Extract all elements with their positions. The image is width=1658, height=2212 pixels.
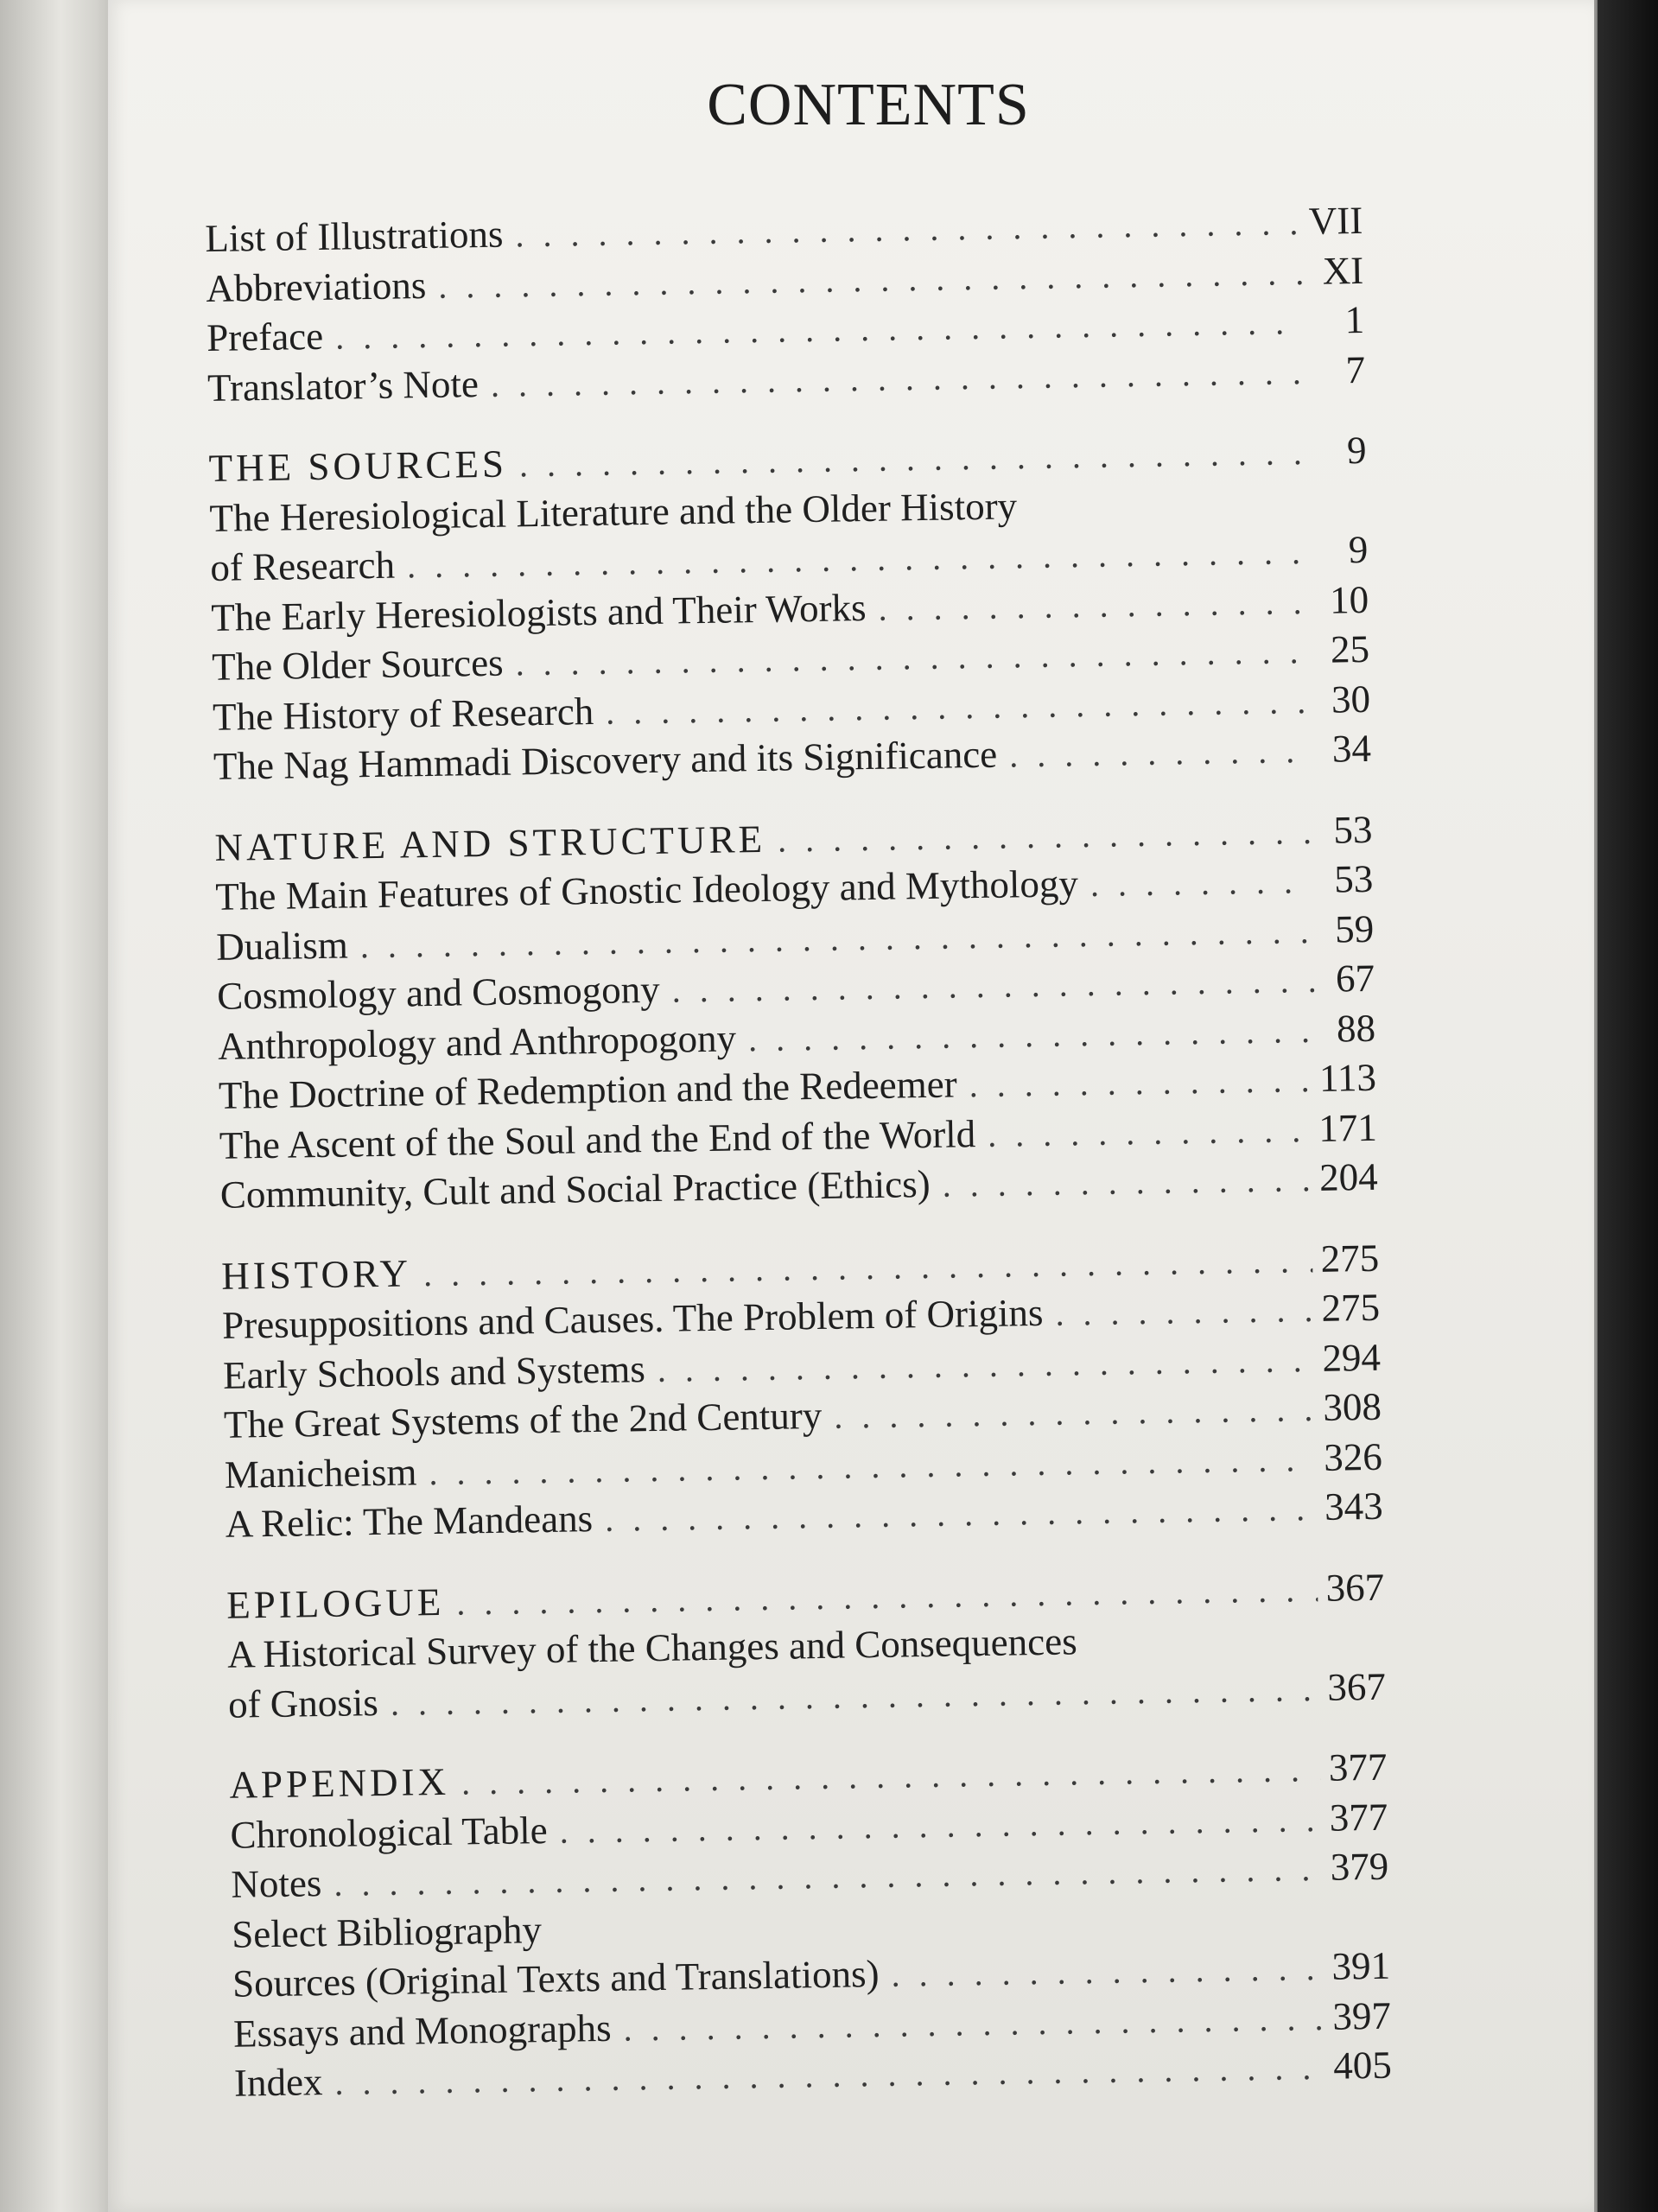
page-title: CONTENTS (707, 72, 1030, 138)
leader-dots (988, 1105, 1311, 1160)
toc-entry-label: Select Bibliography (231, 1907, 543, 1956)
toc-entry-page: 30 (1331, 677, 1371, 721)
toc-entry-page: 7 (1345, 347, 1366, 391)
toc-entry-page: 308 (1322, 1384, 1382, 1429)
toc-entry-label: Dualism (215, 923, 349, 969)
toc-entry-page: 25 (1330, 626, 1370, 671)
leader-dots (554, 1929, 1329, 1942)
leader-dots (891, 1943, 1324, 1999)
section-heading-label: APPENDIX (229, 1759, 450, 1807)
toc-entry-page: 397 (1332, 1993, 1392, 2038)
section-heading-page: 9 (1346, 428, 1367, 473)
toc-entry-label: Abbreviations (205, 263, 427, 310)
toc-entry-label: The History of Research (212, 689, 594, 739)
dark-background-edge (1598, 0, 1658, 2212)
toc-entry-page: 67 (1335, 956, 1375, 1001)
toc-entry-page: 294 (1322, 1335, 1382, 1380)
section-heading-page: 377 (1328, 1745, 1388, 1789)
toc-entry-label: Anthropology and Anthropogony (217, 1015, 737, 1068)
toc-entry-page: 391 (1331, 1943, 1391, 1988)
toc-entry-page: 204 (1318, 1154, 1379, 1199)
toc-entry-page: 343 (1324, 1484, 1384, 1529)
toc-entry-page: 171 (1318, 1105, 1378, 1150)
leader-dots (942, 1154, 1311, 1210)
toc-entry-label: Early Schools and Systems (222, 1346, 646, 1397)
section-heading-label: NATURE AND STRUCTURE (214, 817, 766, 869)
toc-entry-page: 367 (1327, 1664, 1387, 1709)
toc-entry-label: Community, Cult and Social Practice (Ethics) (219, 1161, 931, 1217)
toc-entry-label: Sources (Original Texts and Translations) (232, 1951, 880, 2005)
leader-dots (605, 1484, 1317, 1544)
toc-entry-label: Index (233, 2060, 323, 2105)
section-heading-label: HISTORY (220, 1250, 412, 1298)
toc-entry-page: XI (1322, 248, 1364, 293)
toc-entry-label: A Relic: The Mandeans (225, 1497, 594, 1546)
book-left-edge (0, 0, 108, 2212)
toc-entry-label: Translator’s Note (206, 361, 480, 410)
toc-entry-page: 1 (1344, 297, 1365, 342)
leader-dots (1089, 856, 1312, 910)
toc-entry-label: The Older Sources (211, 640, 504, 689)
toc-entry-label: of Research (210, 543, 396, 589)
toc-entry-page: 34 (1331, 726, 1372, 771)
leader-dots (969, 1055, 1311, 1110)
toc-entry-page: VII (1308, 198, 1363, 243)
toc-entry-page: 113 (1318, 1055, 1377, 1100)
toc-entry-label: Preface (206, 314, 324, 359)
section-heading-label: EPILOGUE (226, 1580, 445, 1627)
toc-entry-label: A Historical Survey of the Changes and Consequences (226, 1619, 1078, 1676)
toc-entry-label: Manicheism (224, 1449, 417, 1497)
leader-dots (1009, 726, 1312, 780)
toc-entry-page: 377 (1329, 1795, 1388, 1840)
toc-entry-page: 53 (1333, 856, 1374, 901)
leader-dots (778, 806, 1312, 864)
table-of-contents (205, 196, 1392, 2108)
toc-entry-label: of Gnosis (227, 1680, 379, 1726)
section-heading-page: 53 (1332, 807, 1373, 852)
toc-entry-label: The Early Heresiologists and Their Works (210, 585, 867, 639)
toc-entry-page: 59 (1334, 906, 1375, 951)
book-page (108, 0, 1594, 2212)
toc-entry-label: The Ascent of the Soul and the End of the World (219, 1111, 976, 1167)
toc-entry-page: 10 (1329, 577, 1369, 622)
toc-entry-label: The Heresiological Literature and the Older History (209, 483, 1018, 540)
toc-entry-label: The Doctrine of Redemption and the Redeemer (218, 1062, 958, 1117)
toc-entry-page: 405 (1332, 2043, 1393, 2088)
toc-entry-page: 326 (1323, 1434, 1383, 1479)
toc-entry-label: Presuppositions and Causes. The Problem of Origins (221, 1290, 1044, 1347)
leader-dots (1089, 1650, 1324, 1654)
toc-entry-page: 379 (1330, 1844, 1389, 1889)
toc-entry-page: 275 (1321, 1285, 1381, 1330)
leader-dots (834, 1384, 1315, 1441)
section-heading-label: THE SOURCES (208, 442, 508, 490)
toc-entry-page: 88 (1336, 1006, 1376, 1051)
toc-entry-page (1333, 1649, 1385, 1650)
toc-entry-label: The Great Systems of the 2nd Century (223, 1393, 823, 1446)
toc-entry-label: Notes (230, 1861, 322, 1906)
leader-dots (748, 1005, 1316, 1064)
toc-entry-label: List of Illustrations (205, 212, 504, 260)
section-heading-page: 367 (1325, 1565, 1385, 1610)
leader-dots (1029, 514, 1306, 518)
toc-entry-page: 9 (1348, 527, 1369, 572)
toc-entry-label: Cosmology and Cosmogony (216, 967, 661, 1018)
toc-entry-label: The Nag Hammadi Discovery and its Significance (213, 732, 998, 788)
toc-entry-label: Essays and Monographs (232, 2005, 612, 2056)
leader-dots (878, 576, 1309, 632)
leader-dots (1055, 1285, 1313, 1338)
toc-entry-label: The Main Features of Gnostic Ideology and Mythology (215, 861, 1079, 918)
toc-entry-page (1316, 512, 1368, 513)
toc-entry-label: Chronological Table (230, 1808, 548, 1857)
section-heading-page: 275 (1320, 1236, 1380, 1281)
